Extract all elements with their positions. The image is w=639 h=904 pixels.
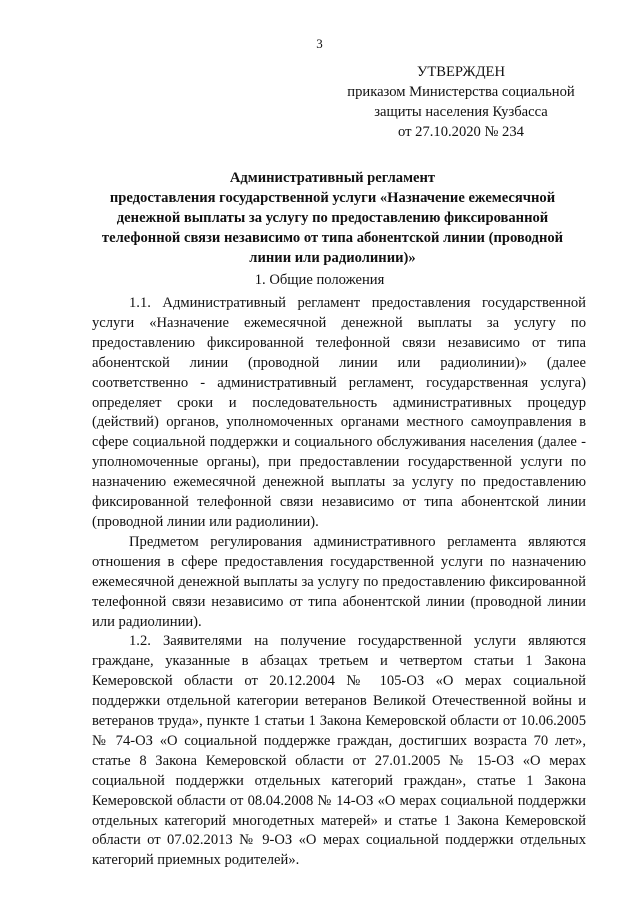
approval-stamp (330, 62, 592, 142)
section-heading: 1. Общие положения (254, 272, 385, 288)
page-number: 3 (316, 36, 323, 51)
title-line-2: предоставления государственной услуги «Назначение ежемесячной (109, 190, 556, 206)
approval-line-3: защиты населения Кузбасса (374, 104, 548, 120)
title-line-1: Административный регламент (229, 170, 436, 186)
paragraph-1-2: 1.2. Заявителями на получение государственной услуги являются граждане, указанные в абзацах третьем и четвертом статьи 1 Закона Кемеровской области от 20.12.2004 № 105-ОЗ «О мерах социальной поддержки отдельной категории ветеранов Великой Отечественной войны и ветеранов труда», пункте 1 статьи 1 Закона Кемеровской области от 10.06.2005 № 74-ОЗ «О социальной поддержке граждан, достигших возраста 70 лет», статье 8 Закона Кемеровской области от 27.01.2005 № 15-ОЗ «О мерах социальной поддержки отдельных категорий граждан», статье 1 Закона Кемеровской области от 08.04.2008 № 14-ОЗ «О мерах социальной поддержки отдельных категорий многодетных матерей» и статье 1 Закона Кемеровской области от 07.02.2013 № 9-ОЗ «О мерах социальной поддержки отдельных категорий приемных родителей». (92, 633, 586, 869)
approval-line-2: приказом Министерства социальной (347, 84, 575, 100)
document-title (90, 168, 575, 268)
document-body (92, 294, 586, 871)
approval-line-1: УТВЕРЖДЕН (417, 64, 505, 80)
title-line-5: линии или радиолинии)» (249, 250, 416, 266)
title-line-3: денежной выплаты за услугу по предоставлению фиксированной (116, 210, 549, 226)
paragraph-subject: Предметом регулирования административного регламента являются отношения в сфере предоставления государственной услуги по назначению ежемесячной денежной выплаты за услугу по предоставлению фиксированной телефонной связи независимо от типа абонентской линии (проводной линии или радиолинии). (92, 533, 586, 630)
title-line-4: телефонной связи независимо от типа абонентской линии (проводной (101, 230, 564, 246)
paragraph-1-1: 1.1. Административный регламент предоставления государственной услуги «Назначение ежемесячной денежной выплаты за услугу по предоставлению фиксированной телефонной связи независимо от типа абонентской линии (проводной линии или радиолинии)» (далее соответственно - административный регламент, государственная услуга) определяет сроки и последовательность административных процедур (действий) органов, уполномоченных органами местного самоуправления в сфере социальной поддержки и социального обслуживания населения (далее - уполномоченные органы), при предоставлении государственной услуги по назначению ежемесячной денежной выплаты за услугу по предоставлению фиксированной телефонной связи независимо от типа абонентской линии (проводной линии или радиолинии). (92, 295, 586, 530)
approval-line-4: от 27.10.2020 № 234 (398, 124, 524, 140)
